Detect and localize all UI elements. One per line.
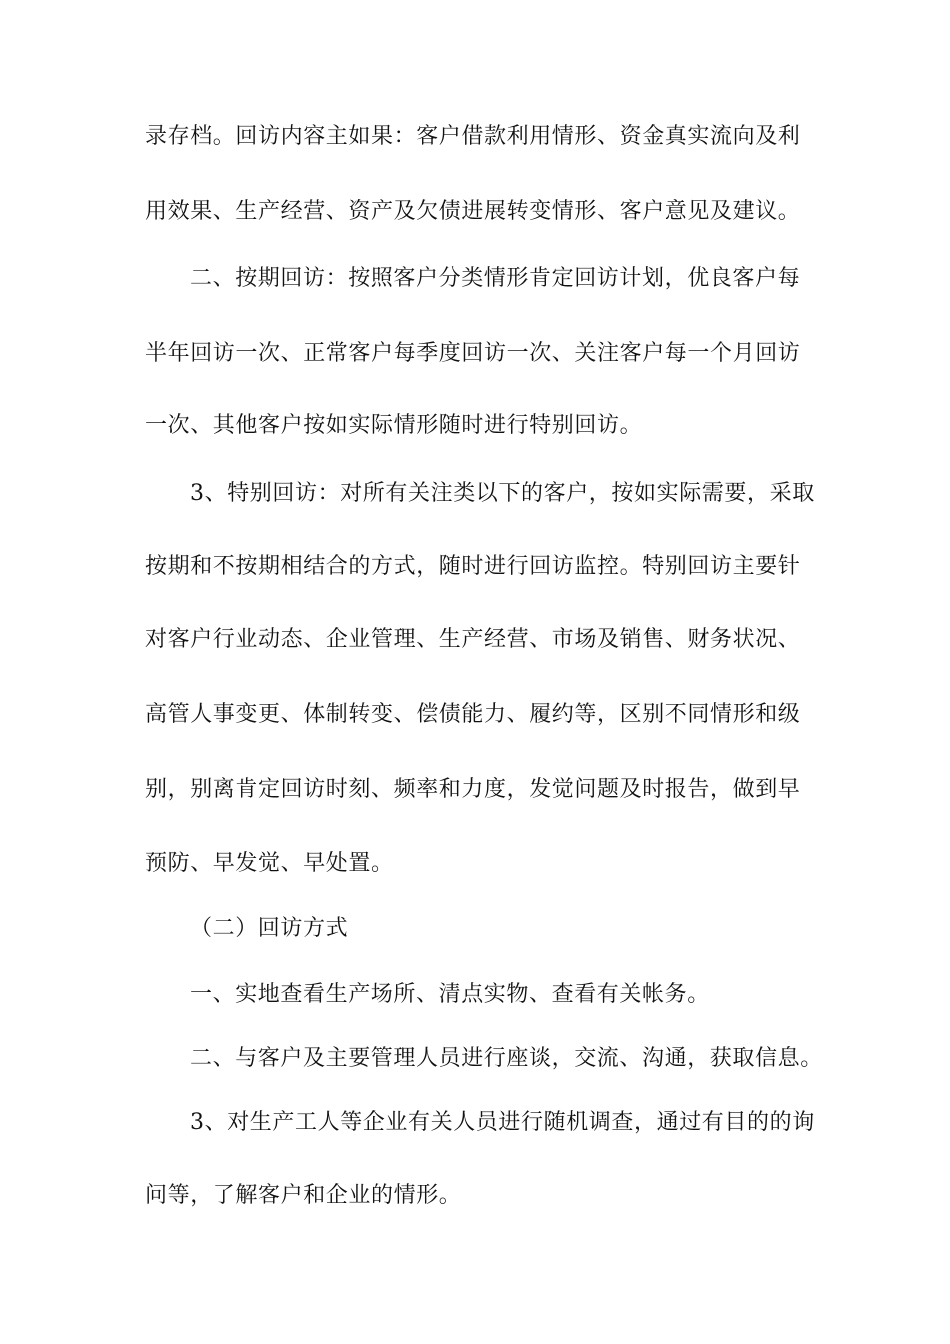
paragraph-start-line: 二、与客户及主要管理人员进行座谈，交流、沟通，获取信息。 — [190, 1046, 823, 1071]
text-line: 高管人事变更、体制转变、偿债能力、履约等，区别不同情形和级 — [145, 702, 801, 727]
paragraph-start-line: 3、特别回访：对所有关注类以下的客户，按如实际需要，采取 — [190, 481, 815, 506]
text-line: 半年回访一次、正常客户每季度回访一次、关注客户每一个月回访 — [145, 341, 801, 366]
text-line: 用效果、生产经营、资产及欠债进展转变情形、客户意见及建议。 — [145, 199, 801, 224]
text-line: 问等，了解客户和企业的情形。 — [145, 1183, 462, 1208]
text-line: 一次、其他客户按如实际情形随时进行特别回访。 — [145, 413, 643, 438]
text-line: 对客户行业动态、企业管理、生产经营、市场及销售、财务状况、 — [145, 627, 801, 652]
section-heading: （二）回访方式 — [190, 916, 349, 941]
text-line: 按期和不按期相结合的方式，随时进行回访监控。特别回访主要针 — [145, 554, 801, 579]
text-line: 别，别离肯定回访时刻、频率和力度，发觉问题及时报告，做到早 — [145, 777, 801, 802]
text-line: 录存档。回访内容主如果：客户借款利用情形、资金真实流向及利 — [145, 124, 801, 149]
paragraph-start-line: 二、按期回访：按照客户分类情形肯定回访计划，优良客户每 — [190, 266, 801, 291]
paragraph-start-line: 一、实地查看生产场所、清点实物、查看有关帐务。 — [190, 982, 710, 1007]
paragraph-start-line: 3、对生产工人等企业有关人员进行随机调查，通过有目的的询 — [190, 1110, 815, 1135]
text-line: 预防、早发觉、早处置。 — [145, 851, 394, 876]
